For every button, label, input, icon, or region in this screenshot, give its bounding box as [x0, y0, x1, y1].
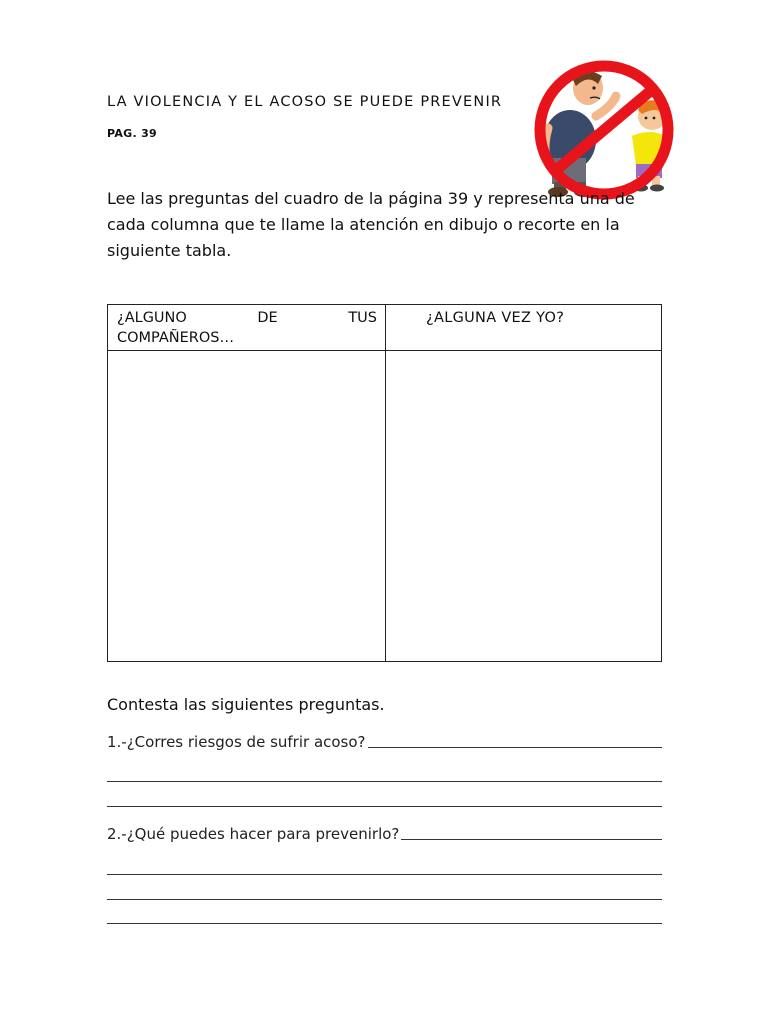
- worksheet-title: LA VIOLENCIA Y EL ACOSO SE PUEDE PREVENIR: [107, 94, 503, 110]
- table-drawing-row: [108, 351, 662, 662]
- page-reference: PAG. 39: [107, 127, 158, 140]
- answer-line[interactable]: [107, 781, 662, 782]
- table-header-row: [108, 305, 662, 351]
- answer-line[interactable]: [368, 746, 662, 748]
- answer-line[interactable]: [107, 923, 662, 924]
- drawing-cell-myself[interactable]: [386, 351, 662, 662]
- column-header-companions-line2: COMPAÑEROS…: [117, 330, 234, 346]
- answer-line[interactable]: [107, 806, 662, 807]
- column-header-myself-label: ¿ALGUNA VEZ YO?: [426, 310, 565, 326]
- question-2-text: 2.-¿Qué puedes hacer para prevenirlo?: [107, 825, 400, 843]
- question-2: [107, 825, 662, 843]
- question-1: [107, 733, 662, 751]
- no-bullying-icon: [512, 58, 696, 206]
- column-header-myself: [386, 305, 662, 351]
- column-header-companions-line1: ¿ALGUNO DE TUS: [117, 310, 377, 326]
- answer-line[interactable]: [107, 899, 662, 900]
- drawing-cell-companions[interactable]: [108, 351, 386, 662]
- activity-table: [107, 304, 662, 662]
- questions-section-title: Contesta las siguientes preguntas.: [107, 695, 385, 714]
- question-1-text: 1.-¿Corres riesgos de sufrir acoso?: [107, 733, 366, 751]
- instructions-text: Lee las preguntas del cuadro de la página 39 y representa una de cada columna que te llame la atención en dibujo o recorte en la siguiente tabla.: [107, 189, 635, 260]
- answer-line[interactable]: [401, 838, 662, 840]
- column-header-companions: [108, 305, 386, 351]
- answer-line[interactable]: [107, 874, 662, 875]
